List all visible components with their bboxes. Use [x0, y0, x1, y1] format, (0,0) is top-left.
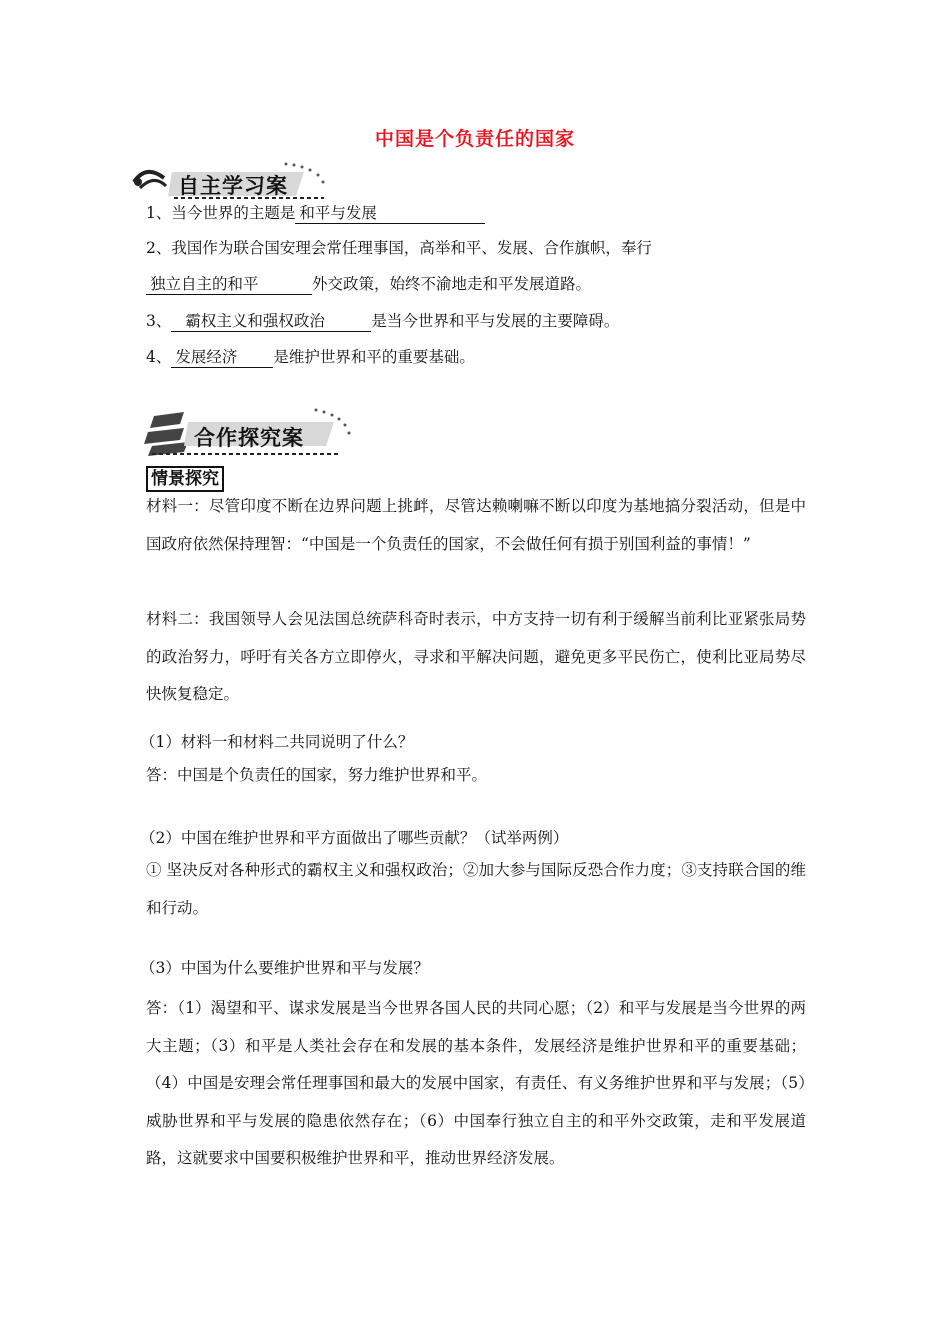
question-2-cont [146, 274, 591, 295]
material-1: 材料一：尽管印度不断在边界问题上挑衅，尽管达赖喇嘛不断以印度为基地搞分裂活动，但是中国政府依然保持理智：“中国是一个负责任的国家，不会做任何有损于别国利益的事情！” [146, 497, 806, 553]
question-text: 当今世界的主题是 [171, 204, 296, 222]
question-text: 是当今世界和平与发展的主要障碍。 [371, 312, 620, 330]
answer-a2: ① 坚决反对各种形式的霸权主义和强权政治；②加大参与国际反恐合作力度；③支持联合国的维和行动。 [146, 861, 806, 917]
question-3 [146, 311, 619, 332]
question-1 [146, 203, 485, 224]
item-number: 3、 [146, 312, 172, 330]
answer-text: 独立自主的和平 [150, 275, 259, 293]
page-title: 中国是个负责任的国家 [374, 128, 575, 150]
question-q3: （3）中国为什么要维护世界和平与发展？ [140, 959, 429, 977]
answer-blank [171, 347, 273, 368]
question-4 [146, 347, 475, 368]
answer-a3: 答：（1）渴望和平、谋求发展是当今世界各国人民的共同心愿；（2）和平与发展是当今世界的两大主题；（3）和平是人类社会存在和发展的基本条件，发展经济是维护世界和平的重要基础；（4）中国是安理会常任理事国和最大的发展中国家，有责任、有义务维护世界和平与发展；（5）威胁世界和平与发展的隐患依然存在；（6）中国奉行独立自主的和平外交政策，走和平发展道路，这就要求中国要积极维护世界和平，推动世界经济发展。 [146, 999, 806, 1167]
banner-title: 合作探究案 [194, 426, 304, 450]
item-number: 2、 [146, 239, 172, 257]
answer-blank [295, 203, 485, 224]
cooperation-banner [144, 406, 356, 462]
self-study-banner [128, 160, 328, 204]
question-q2: （2）中国在维护世界和平方面做出了哪些贡献？（试举两例） [140, 829, 569, 847]
question-text: 我国作为联合国安理会常任理事国，高举和平、发展、合作旗帜，奉行 [171, 239, 652, 257]
question-2 [146, 238, 652, 258]
answer-blank [171, 311, 371, 332]
material-2: 材料二：我国领导人会见法国总统萨科奇时表示，中方支持一切有利于缓解当前利比亚紧张局势的政治努力，呼吁有关各方立即停火，寻求和平解决问题，避免更多平民伤亡，使利比亚局势尽快恢复稳定。 [146, 610, 806, 703]
question-text: 是维护世界和平的重要基础。 [273, 348, 475, 366]
answer-blank [146, 274, 312, 295]
answer-text: 发展经济 [175, 348, 238, 366]
answer-text: 和平与发展 [299, 204, 377, 222]
answer-text: 霸权主义和强权政治 [185, 312, 325, 330]
answer-a1: 答：中国是个负责任的国家，努力维护世界和平。 [146, 766, 488, 784]
subheading-box: 情景探究 [146, 466, 224, 492]
question-text: 外交政策，始终不渝地走和平发展道路。 [312, 275, 592, 293]
banner-title: 自主学习案 [178, 174, 288, 198]
item-number: 4、 [146, 348, 172, 366]
item-number: 1、 [146, 204, 172, 222]
question-q1: （1）材料一和材料二共同说明了什么？ [140, 733, 414, 751]
